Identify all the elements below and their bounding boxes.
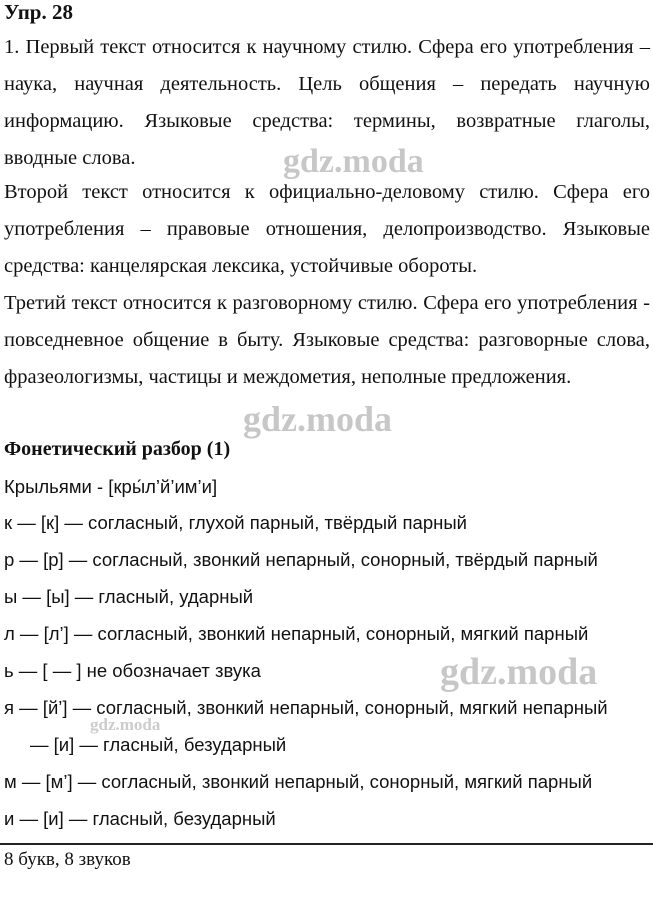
watermark: gdz.moda [440,651,598,693]
phonetic-row: ы — [ы] — гласный, ударный [4,586,254,607]
exercise-title: Упр. 28 [4,0,73,24]
paragraph-colloquial-style: Третий текст относится к разговорному стилю. Сфера его употребления - повседневное общение в быту. Языковые средства: разговорные слова, фразеологизмы, частицы и междометия, неполные предложения. [4,292,650,388]
paragraph-scientific-style: 1. Первый текст относится к научному стилю. Сфера его употребления – наука, научная деятельность. Цель общения – передать научную информацию. Языковые средства: термины, возвратные глаголы, вводные слова. [4,36,650,169]
paragraph-official-style: Второй текст относится к официально-деловому стилю. Сфера его употребления – правовые отношения, делопроизводство. Языковые средства: канцелярская лексика, устойчивые обороты. [4,181,650,277]
phonetic-row: и — [и] — гласный, безударный [4,808,276,829]
letters-sounds-summary: 8 букв, 8 звуков [4,849,131,870]
phonetic-row: м — [м’] — согласный, звонкий непарный, сонорный, мягкий парный [4,771,593,792]
phonetic-row: р — [р] — согласный, звонкий непарный, сонорный, твёрдый парный [4,549,598,570]
phonetic-word-transcription: Крыльями - [кры́л’й’им’и] [4,476,218,497]
phonetic-heading: Фонетический разбор (1) [4,438,231,460]
watermark: gdz.moda [243,399,393,439]
phonetic-row: к — [к] — согласный, глухой парный, твёрдый парный [4,512,467,533]
phonetic-row: ь — [ — ] не обозначает звука [4,660,261,681]
phonetic-row: л — [л’] — согласный, звонкий непарный, сонорный, мягкий парный [4,623,589,644]
watermark: gdz.moda [283,143,424,180]
divider [0,843,653,845]
watermark: gdz.moda [90,715,161,734]
phonetic-row: — [и] — гласный, безударный [30,734,287,755]
phonetic-row: я — [й’] — согласный, звонкий непарный, сонорный, мягкий непарный [4,697,608,718]
